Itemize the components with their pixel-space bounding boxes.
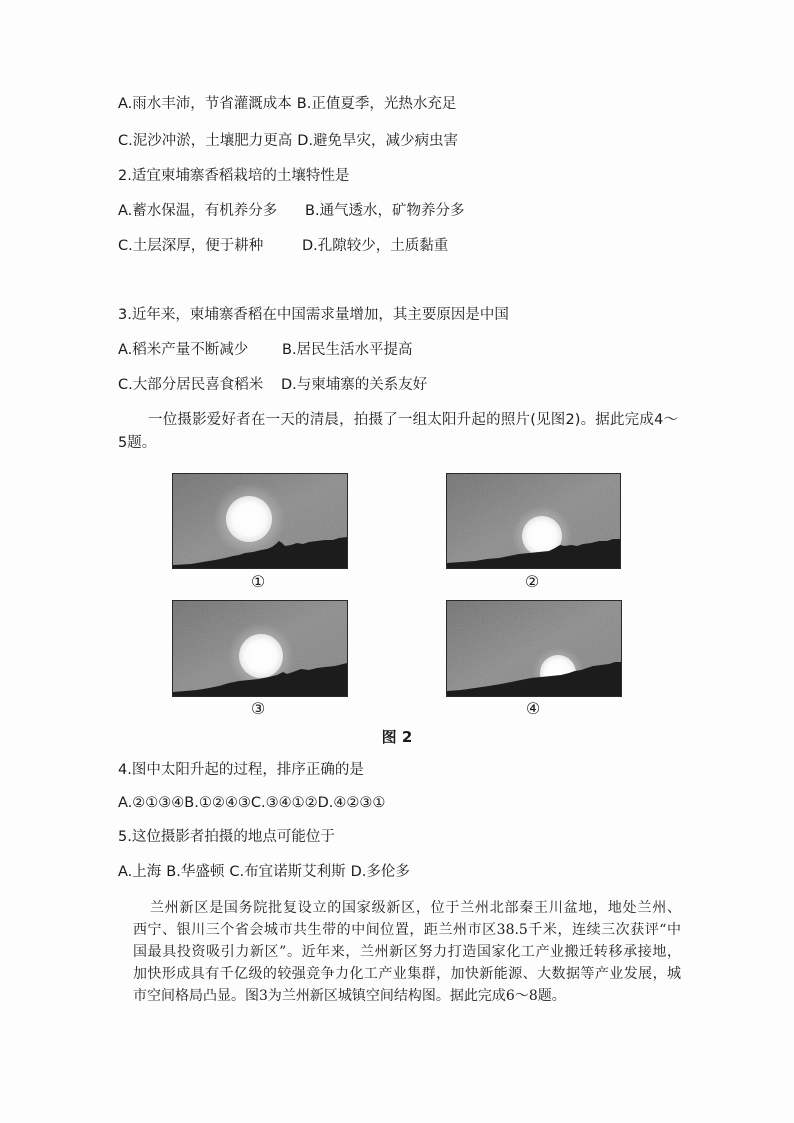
sunrise-photo-3 [172,600,348,697]
q1-option-c: C.泥沙冲淤，土壤肥力更高 [118,133,293,149]
q2-stem: 2.适宜柬埔寨香稻栽培的土壤特性是 [118,168,350,184]
q3-options-row-cd [118,375,428,395]
photo-label-4: ④ [525,699,541,718]
q5-stem: 5.这位摄影者拍摄的地点可能位于 [118,829,335,845]
q4-option-a: A.②①③④ [118,795,185,811]
q5-options-row [118,862,410,882]
photo-label-1: ① [250,572,266,591]
q4-option-c: C.③④①② [250,795,318,811]
q5-option-c: C.布宜诺斯艾利斯 [229,864,346,880]
passage-6-8-line-5: 市空间格局凸显。图3为兰州新区城镇空间结构图。据此完成6～8题。 [133,988,566,1004]
q2-option-a: A.蓄水保温，有机养分多 [118,203,278,219]
q5-option-a: A.上海 [118,864,162,880]
q3-option-b: B.居民生活水平提高 [282,342,413,358]
q3-option-d: D.与柬埔寨的关系友好 [281,377,428,393]
q4-stem: 4.图中太阳升起的过程，排序正确的是 [118,762,364,778]
q2-options-row-ab [118,201,465,221]
passage-4-5-line-1: 一位摄影爱好者在一天的清晨，拍摄了一组太阳升起的照片(见图2)。据此完成4～ [148,412,678,428]
q5-option-b: B.华盛顿 [166,864,225,880]
photo-label-3: ③ [250,699,266,718]
sunrise-photo-2 [446,473,621,569]
q3-stem: 3.近年来，柬埔寨香稻在中国需求量增加，其主要原因是中国 [118,307,509,323]
q4-option-d: D.④②③① [317,795,386,811]
q1-option-a: A.雨水丰沛，节省灌溉成本 [118,96,292,112]
q1-option-b: B.正值夏季，光热水充足 [296,96,457,112]
q1-option-d: D.避免旱灾，减少病虫害 [297,133,459,149]
passage-4-5-line-2: 5题。 [118,435,157,451]
figure-caption: 图 2 [381,728,413,746]
passage-6-8-line-1: 兰州新区是国务院批复设立的国家级新区，位于兰州北部秦王川盆地，地处兰州、 [150,900,681,916]
q3-options-row-ab [118,340,413,360]
q2-option-d: D.孔隙较少，土质黏重 [302,238,449,254]
sun [239,634,283,678]
q1-options-row-ab [118,94,456,114]
q4-options-row [118,793,385,813]
q5-option-d: D.多伦多 [350,864,410,880]
q2-option-c: C.土层深厚，便于耕种 [118,238,264,254]
q4-option-b: B.①②④③ [184,795,251,811]
passage-6-8-line-2: 西宁、银川三个省会城市共生带的中间位置，距兰州市区38.5千米，连续三次获评“中 [133,922,681,938]
photo-label-2: ② [524,572,540,591]
sun [226,496,272,542]
sunrise-photo-4 [446,600,622,697]
q2-option-b: B.通气透水，矿物养分多 [305,203,465,219]
q1-options-row-cd [118,131,458,151]
sunrise-photo-1 [172,473,348,569]
passage-6-8-line-4: 加快形成具有千亿级的较强竞争力化工产业集群，加快新能源、大数据等产业发展，城 [133,966,681,982]
q2-options-row-cd [118,236,449,256]
q3-option-a: A.稻米产量不断减少 [118,342,249,358]
passage-6-8-line-3: 国最具投资吸引力新区”。近年来，兰州新区努力打造国家化工产业搬迁转移承接地， [133,944,681,960]
q3-option-c: C.大部分居民喜食稻米 [118,377,264,393]
